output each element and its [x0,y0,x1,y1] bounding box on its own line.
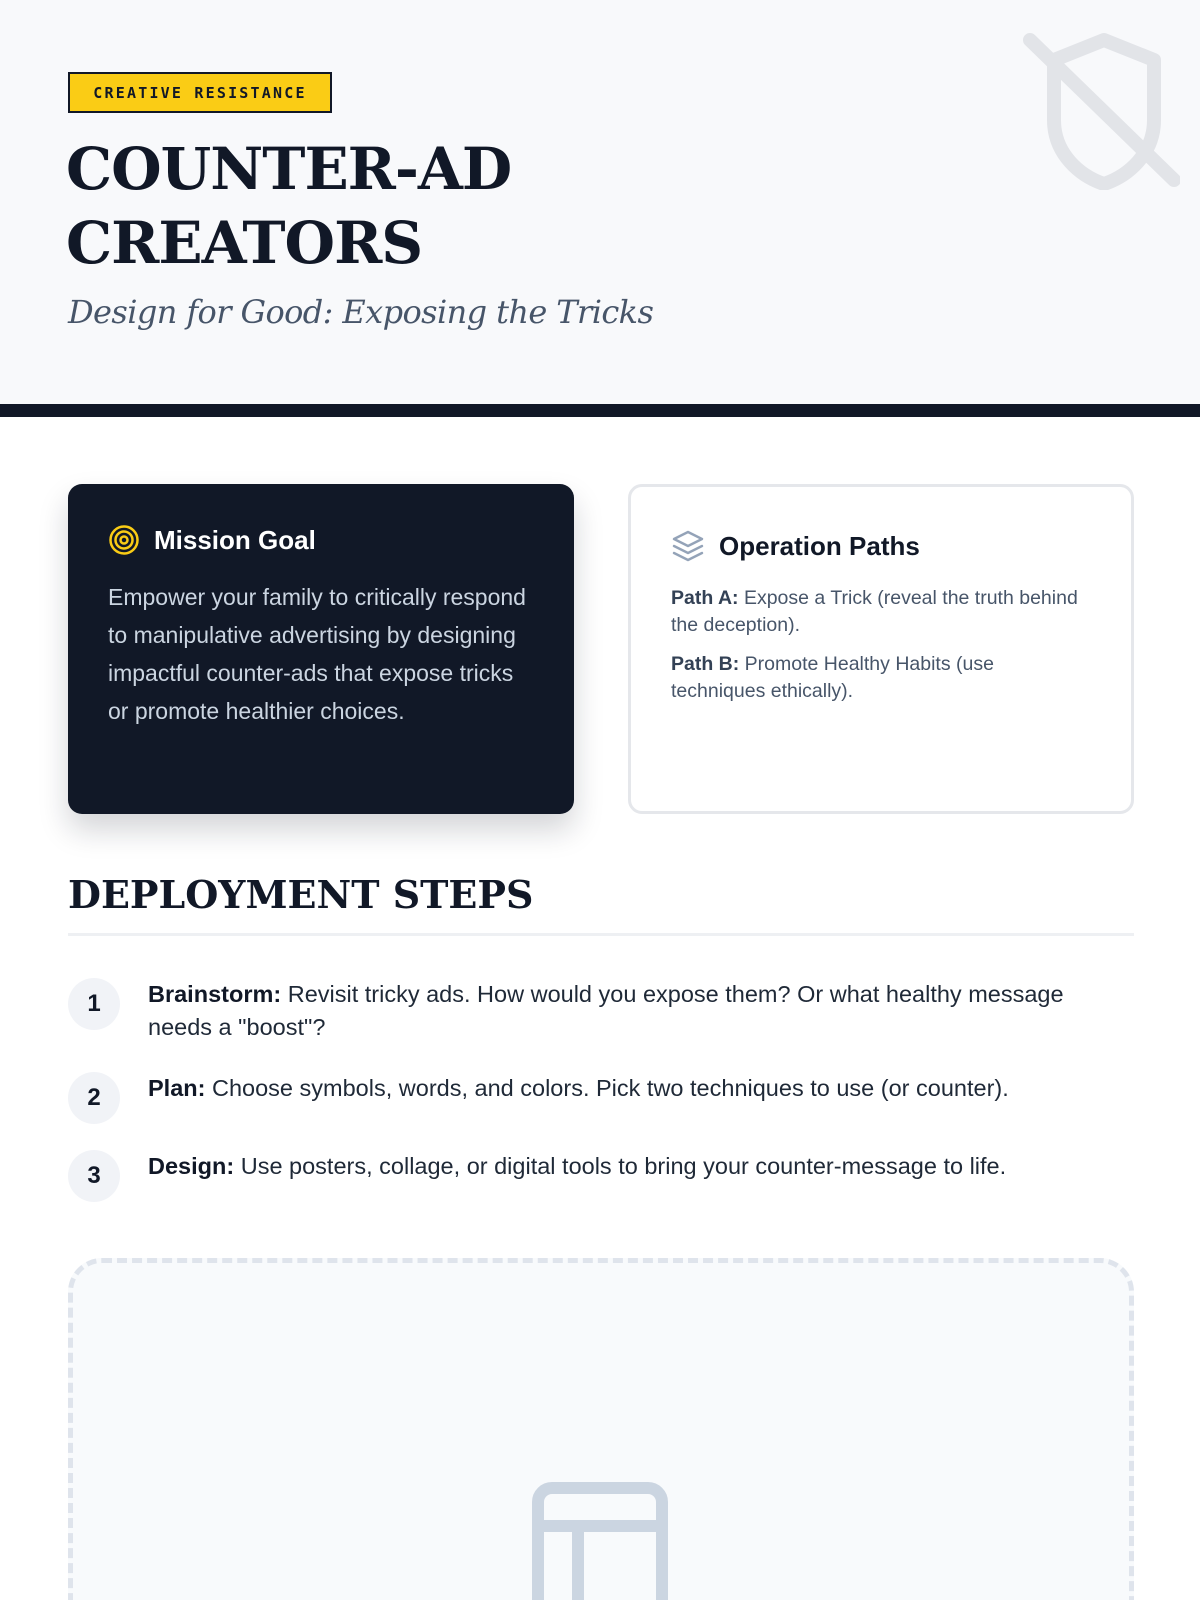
shield-off-icon [1016,30,1180,190]
step-text [148,1150,1006,1183]
path-a-item [671,585,1091,639]
page-title: COUNTER-AD CREATORS [66,135,512,277]
path-b-item [671,651,1091,705]
mission-goal-title: Mission Goal [154,524,316,555]
path-a-label: Path A: [671,587,739,609]
mission-goal-card [68,484,574,814]
step-description: Choose symbols, words, and colors. Pick two techniques to use (or counter). [212,1075,1009,1101]
step-label: Brainstorm: [148,981,282,1007]
layers-icon [671,529,705,563]
step-number: 1 [68,978,120,1030]
step-description: Revisit tricky ads. How would you expose them? Or what healthy message needs a "boost"? [148,981,1064,1040]
step-item [68,1150,1134,1202]
step-label: Design: [148,1153,235,1179]
step-description: Use posters, collage, or digital tools to bring your counter-message to life. [240,1153,1007,1179]
step-number: 3 [68,1150,120,1202]
section-divider [68,933,1134,936]
step-item [68,1072,1134,1124]
step-number: 2 [68,1072,120,1124]
mission-goal-text: Empower your family to critically respond to manipulative advertising by designing impactful counter-ads that expose tricks or promote healthier choices. [108,584,526,724]
header-divider [0,404,1200,417]
hero-header [0,0,1200,404]
step-label: Plan: [148,1075,206,1101]
operation-paths-title: Operation Paths [719,530,920,561]
category-badge: CREATIVE RESISTANCE [68,72,332,113]
path-b-label: Path B: [671,653,740,675]
step-text [148,978,1134,1044]
operation-paths-card [628,484,1134,814]
step-item [68,978,1134,1044]
section-title-deployment-steps: DEPLOYMENT STEPS [68,872,534,917]
path-a-text: Expose a Trick (reveal the truth behind the deception). [671,587,1078,636]
layout-icon [532,1482,668,1600]
path-b-text: Promote Healthy Habits (use techniques ethically). [671,653,994,702]
page-subtitle: Design for Good: Exposing the Tricks [68,293,654,331]
step-text [148,1072,1009,1105]
target-icon [108,524,140,556]
